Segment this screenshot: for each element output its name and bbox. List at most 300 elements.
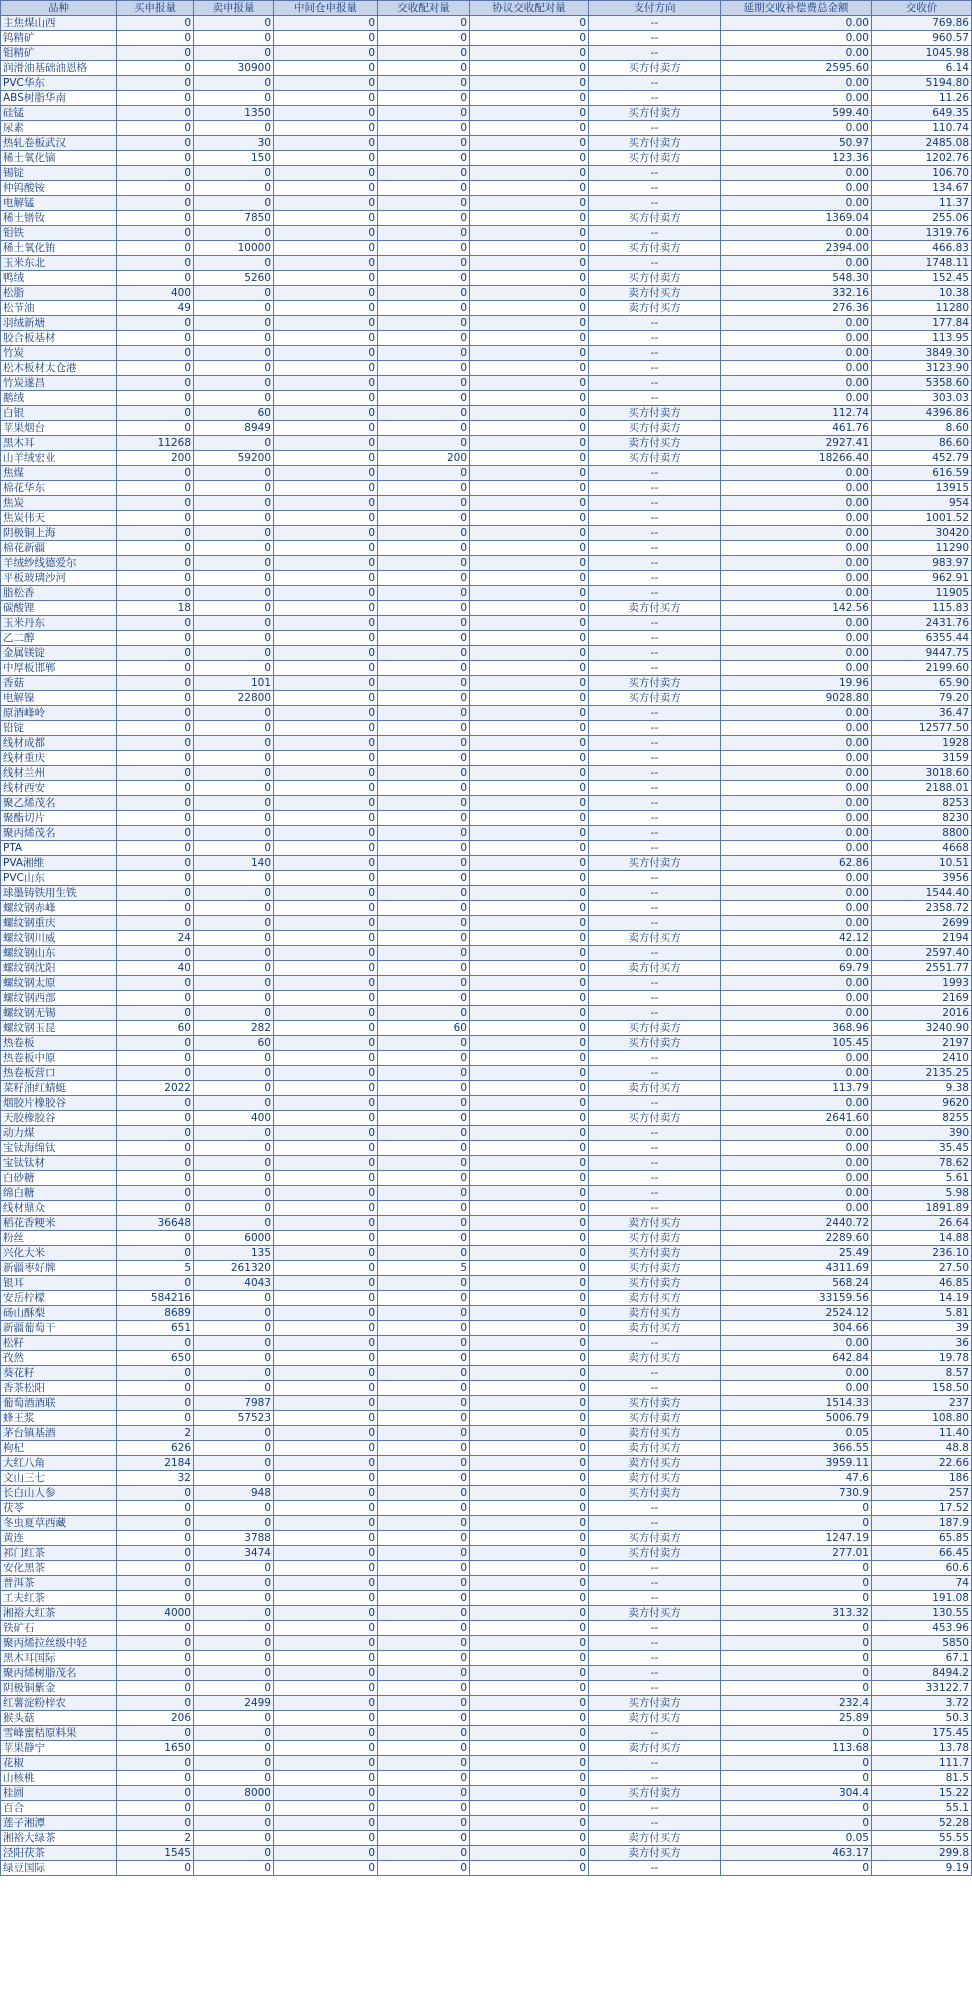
- mid-warehouse-qty-cell: 0: [274, 586, 378, 601]
- settlement-price-cell: 960.57: [872, 31, 972, 46]
- col-sell-qty-header: 卖申报量: [194, 1, 274, 16]
- table-row: [1, 976, 972, 991]
- settlement-price-cell: 65.85: [872, 1531, 972, 1546]
- buy-qty-cell: 0: [117, 736, 194, 751]
- sell-qty-cell: 0: [194, 1096, 274, 1111]
- deferral-fee-cell: 0.00: [721, 571, 872, 586]
- deferral-fee-cell: 19.96: [721, 676, 872, 691]
- matched-qty-cell: 0: [378, 1576, 470, 1591]
- variety-cell: 松脂: [1, 286, 117, 301]
- matched-qty-cell: 0: [378, 601, 470, 616]
- buy-qty-cell: 0: [117, 1066, 194, 1081]
- agreement-matched-qty-cell: 0: [470, 1696, 589, 1711]
- variety-cell: 螺纹钢西部: [1, 991, 117, 1006]
- mid-warehouse-qty-cell: 0: [274, 1561, 378, 1576]
- deferral-fee-cell: 232.4: [721, 1696, 872, 1711]
- variety-cell: PVC山东: [1, 871, 117, 886]
- variety-cell: 长白山人参: [1, 1486, 117, 1501]
- sell-qty-cell: 30900: [194, 61, 274, 76]
- variety-cell: 稀土镨钕: [1, 211, 117, 226]
- matched-qty-cell: 0: [378, 421, 470, 436]
- settlement-price-cell: 113.95: [872, 331, 972, 346]
- deferral-fee-cell: 113.79: [721, 1081, 872, 1096]
- variety-cell: 黄连: [1, 1531, 117, 1546]
- payment-direction-cell: --: [589, 586, 721, 601]
- deferral-fee-cell: 0.00: [721, 631, 872, 646]
- payment-direction-cell: --: [589, 511, 721, 526]
- buy-qty-cell: 0: [117, 1096, 194, 1111]
- sell-qty-cell: 135: [194, 1246, 274, 1261]
- sell-qty-cell: 0: [194, 436, 274, 451]
- sell-qty-cell: 30: [194, 136, 274, 151]
- mid-warehouse-qty-cell: 0: [274, 691, 378, 706]
- sell-qty-cell: 0: [194, 946, 274, 961]
- agreement-matched-qty-cell: 0: [470, 781, 589, 796]
- matched-qty-cell: 0: [378, 931, 470, 946]
- variety-cell: 天胶橡胶谷: [1, 1111, 117, 1126]
- matched-qty-cell: 0: [378, 1471, 470, 1486]
- buy-qty-cell: 626: [117, 1441, 194, 1456]
- matched-qty-cell: 0: [378, 1546, 470, 1561]
- mid-warehouse-qty-cell: 0: [274, 436, 378, 451]
- variety-cell: 尿素: [1, 121, 117, 136]
- table-row: [1, 1396, 972, 1411]
- mid-warehouse-qty-cell: 0: [274, 496, 378, 511]
- mid-warehouse-qty-cell: 0: [274, 1666, 378, 1681]
- settlement-price-cell: 55.1: [872, 1801, 972, 1816]
- sell-qty-cell: 0: [194, 511, 274, 526]
- table-row: [1, 511, 972, 526]
- deferral-fee-cell: 18266.40: [721, 451, 872, 466]
- sell-qty-cell: 0: [194, 1651, 274, 1666]
- deferral-fee-cell: 0.00: [721, 31, 872, 46]
- deferral-fee-cell: 0: [721, 1621, 872, 1636]
- buy-qty-cell: 0: [117, 1861, 194, 1876]
- payment-direction-cell: --: [589, 706, 721, 721]
- payment-direction-cell: 卖方付买方: [589, 1456, 721, 1471]
- buy-qty-cell: 0: [117, 676, 194, 691]
- payment-direction-cell: 买方付卖方: [589, 211, 721, 226]
- payment-direction-cell: --: [589, 256, 721, 271]
- deferral-fee-cell: 0.00: [721, 526, 872, 541]
- variety-cell: 螺纹钢无锡: [1, 1006, 117, 1021]
- mid-warehouse-qty-cell: 0: [274, 811, 378, 826]
- agreement-matched-qty-cell: 0: [470, 256, 589, 271]
- settlement-price-cell: 255.06: [872, 211, 972, 226]
- sell-qty-cell: 6000: [194, 1231, 274, 1246]
- settlement-price-cell: 4668: [872, 841, 972, 856]
- table-row: [1, 1486, 972, 1501]
- payment-direction-cell: 卖方付买方: [589, 301, 721, 316]
- buy-qty-cell: 651: [117, 1321, 194, 1336]
- mid-warehouse-qty-cell: 0: [274, 1636, 378, 1651]
- sell-qty-cell: 0: [194, 1186, 274, 1201]
- agreement-matched-qty-cell: 0: [470, 541, 589, 556]
- settlement-price-cell: 79.20: [872, 691, 972, 706]
- buy-qty-cell: 0: [117, 646, 194, 661]
- deferral-fee-cell: 0.00: [721, 1381, 872, 1396]
- table-row: [1, 1711, 972, 1726]
- deferral-fee-cell: 0.00: [721, 751, 872, 766]
- settlement-price-cell: 19.78: [872, 1351, 972, 1366]
- payment-direction-cell: 卖方付买方: [589, 931, 721, 946]
- mid-warehouse-qty-cell: 0: [274, 1711, 378, 1726]
- variety-cell: 雪峰蜜桔原料果: [1, 1726, 117, 1741]
- deferral-fee-cell: 2394.00: [721, 241, 872, 256]
- mid-warehouse-qty-cell: 0: [274, 391, 378, 406]
- matched-qty-cell: 0: [378, 1426, 470, 1441]
- buy-qty-cell: 0: [117, 316, 194, 331]
- variety-cell: 竹炭遂昌: [1, 376, 117, 391]
- sell-qty-cell: 0: [194, 556, 274, 571]
- variety-cell: 脂松香: [1, 586, 117, 601]
- matched-qty-cell: 0: [378, 1786, 470, 1801]
- sell-qty-cell: 101: [194, 676, 274, 691]
- sell-qty-cell: 0: [194, 571, 274, 586]
- payment-direction-cell: --: [589, 1186, 721, 1201]
- payment-direction-cell: 卖方付买方: [589, 601, 721, 616]
- settlement-price-cell: 1001.52: [872, 511, 972, 526]
- payment-direction-cell: 买方付卖方: [589, 1396, 721, 1411]
- payment-direction-cell: 买方付卖方: [589, 241, 721, 256]
- mid-warehouse-qty-cell: 0: [274, 1321, 378, 1336]
- settlement-price-cell: 3.72: [872, 1696, 972, 1711]
- payment-direction-cell: --: [589, 811, 721, 826]
- table-row: [1, 16, 972, 31]
- settlement-price-cell: 5.61: [872, 1171, 972, 1186]
- matched-qty-cell: 0: [378, 301, 470, 316]
- buy-qty-cell: 0: [117, 91, 194, 106]
- table-row: [1, 181, 972, 196]
- matched-qty-cell: 0: [378, 1396, 470, 1411]
- settlement-price-cell: 3956: [872, 871, 972, 886]
- buy-qty-cell: 32: [117, 1471, 194, 1486]
- agreement-matched-qty-cell: 0: [470, 1531, 589, 1546]
- matched-qty-cell: 0: [378, 1411, 470, 1426]
- buy-qty-cell: 0: [117, 586, 194, 601]
- deferral-fee-cell: 69.79: [721, 961, 872, 976]
- agreement-matched-qty-cell: 0: [470, 721, 589, 736]
- agreement-matched-qty-cell: 0: [470, 1561, 589, 1576]
- table-row: [1, 346, 972, 361]
- sell-qty-cell: 0: [194, 1156, 274, 1171]
- table-row: [1, 1096, 972, 1111]
- table-row: [1, 1456, 972, 1471]
- variety-cell: 润滑油基础油恩格: [1, 61, 117, 76]
- deferral-fee-cell: 277.01: [721, 1546, 872, 1561]
- buy-qty-cell: 0: [117, 1141, 194, 1156]
- mid-warehouse-qty-cell: 0: [274, 571, 378, 586]
- buy-qty-cell: 40: [117, 961, 194, 976]
- mid-warehouse-qty-cell: 0: [274, 946, 378, 961]
- variety-cell: 钼铁: [1, 226, 117, 241]
- payment-direction-cell: --: [589, 541, 721, 556]
- sell-qty-cell: 0: [194, 1861, 274, 1876]
- table-row: [1, 256, 972, 271]
- mid-warehouse-qty-cell: 0: [274, 661, 378, 676]
- matched-qty-cell: 0: [378, 631, 470, 646]
- payment-direction-cell: --: [589, 1381, 721, 1396]
- settlement-price-cell: 55.55: [872, 1831, 972, 1846]
- payment-direction-cell: --: [589, 1561, 721, 1576]
- sell-qty-cell: 0: [194, 541, 274, 556]
- table-row: [1, 1786, 972, 1801]
- table-row: [1, 1801, 972, 1816]
- buy-qty-cell: 0: [117, 256, 194, 271]
- buy-qty-cell: 4000: [117, 1606, 194, 1621]
- deferral-fee-cell: 0.00: [721, 556, 872, 571]
- settlement-price-cell: 9.38: [872, 1081, 972, 1096]
- matched-qty-cell: 0: [378, 31, 470, 46]
- col-agreement-matched-qty-header: 协议交收配对量: [470, 1, 589, 16]
- matched-qty-cell: 0: [378, 1036, 470, 1051]
- buy-qty-cell: 0: [117, 1006, 194, 1021]
- buy-qty-cell: 0: [117, 526, 194, 541]
- buy-qty-cell: 0: [117, 721, 194, 736]
- deferral-fee-cell: 50.97: [721, 136, 872, 151]
- buy-qty-cell: 0: [117, 1756, 194, 1771]
- agreement-matched-qty-cell: 0: [470, 421, 589, 436]
- agreement-matched-qty-cell: 0: [470, 1066, 589, 1081]
- mid-warehouse-qty-cell: 0: [274, 1396, 378, 1411]
- agreement-matched-qty-cell: 0: [470, 1336, 589, 1351]
- matched-qty-cell: 0: [378, 316, 470, 331]
- sell-qty-cell: 0: [194, 166, 274, 181]
- matched-qty-cell: 0: [378, 166, 470, 181]
- matched-qty-cell: 0: [378, 91, 470, 106]
- agreement-matched-qty-cell: 0: [470, 1141, 589, 1156]
- mid-warehouse-qty-cell: 0: [274, 781, 378, 796]
- deferral-fee-cell: 123.36: [721, 151, 872, 166]
- variety-cell: 乙二醇: [1, 631, 117, 646]
- table-row: [1, 436, 972, 451]
- matched-qty-cell: 0: [378, 1456, 470, 1471]
- agreement-matched-qty-cell: 0: [470, 361, 589, 376]
- matched-qty-cell: 0: [378, 961, 470, 976]
- settlement-price-cell: 22.66: [872, 1456, 972, 1471]
- variety-cell: 玉米丹东: [1, 616, 117, 631]
- deferral-fee-cell: 730.9: [721, 1486, 872, 1501]
- deferral-fee-cell: 142.56: [721, 601, 872, 616]
- agreement-matched-qty-cell: 0: [470, 481, 589, 496]
- matched-qty-cell: 0: [378, 1726, 470, 1741]
- table-row: [1, 556, 972, 571]
- payment-direction-cell: --: [589, 661, 721, 676]
- matched-qty-cell: 0: [378, 1666, 470, 1681]
- payment-direction-cell: --: [589, 316, 721, 331]
- agreement-matched-qty-cell: 0: [470, 286, 589, 301]
- matched-qty-cell: 0: [378, 826, 470, 841]
- matched-qty-cell: 0: [378, 1441, 470, 1456]
- deferral-fee-cell: 0.00: [721, 346, 872, 361]
- variety-cell: 动力煤: [1, 1126, 117, 1141]
- agreement-matched-qty-cell: 0: [470, 31, 589, 46]
- variety-cell: 大红八角: [1, 1456, 117, 1471]
- buy-qty-cell: 0: [117, 1801, 194, 1816]
- deferral-fee-cell: 0.00: [721, 1141, 872, 1156]
- matched-qty-cell: 0: [378, 1321, 470, 1336]
- deferral-fee-cell: 2641.60: [721, 1111, 872, 1126]
- payment-direction-cell: 买方付卖方: [589, 451, 721, 466]
- payment-direction-cell: --: [589, 751, 721, 766]
- buy-qty-cell: 0: [117, 946, 194, 961]
- buy-qty-cell: 0: [117, 766, 194, 781]
- table-row: [1, 691, 972, 706]
- variety-cell: 鸭绒: [1, 271, 117, 286]
- mid-warehouse-qty-cell: 0: [274, 1426, 378, 1441]
- variety-cell: 安岳柠檬: [1, 1291, 117, 1306]
- sell-qty-cell: 0: [194, 391, 274, 406]
- sell-qty-cell: 0: [194, 781, 274, 796]
- variety-cell: 宝钛钛材: [1, 1156, 117, 1171]
- deferral-fee-cell: 0: [721, 1561, 872, 1576]
- table-row: [1, 1606, 972, 1621]
- settlement-price-cell: 299.8: [872, 1846, 972, 1861]
- agreement-matched-qty-cell: 0: [470, 796, 589, 811]
- table-row: [1, 31, 972, 46]
- buy-qty-cell: 0: [117, 1681, 194, 1696]
- matched-qty-cell: 0: [378, 751, 470, 766]
- agreement-matched-qty-cell: 0: [470, 61, 589, 76]
- mid-warehouse-qty-cell: 0: [274, 1816, 378, 1831]
- matched-qty-cell: 0: [378, 991, 470, 1006]
- table-row: [1, 361, 972, 376]
- agreement-matched-qty-cell: 0: [470, 811, 589, 826]
- variety-cell: 金属镁锭: [1, 646, 117, 661]
- variety-cell: 绵白糖: [1, 1186, 117, 1201]
- mid-warehouse-qty-cell: 0: [274, 361, 378, 376]
- deferral-fee-cell: 0.00: [721, 91, 872, 106]
- agreement-matched-qty-cell: 0: [470, 271, 589, 286]
- deferral-fee-cell: 0.00: [721, 1126, 872, 1141]
- agreement-matched-qty-cell: 0: [470, 301, 589, 316]
- variety-cell: 黑木耳国际: [1, 1651, 117, 1666]
- mid-warehouse-qty-cell: 0: [274, 46, 378, 61]
- agreement-matched-qty-cell: 0: [470, 1411, 589, 1426]
- sell-qty-cell: 0: [194, 376, 274, 391]
- matched-qty-cell: 0: [378, 106, 470, 121]
- sell-qty-cell: 0: [194, 1006, 274, 1021]
- settlement-price-cell: 48.8: [872, 1441, 972, 1456]
- sell-qty-cell: 0: [194, 1426, 274, 1441]
- payment-direction-cell: 卖方付买方: [589, 1291, 721, 1306]
- settlement-price-cell: 5850: [872, 1636, 972, 1651]
- sell-qty-cell: 0: [194, 1816, 274, 1831]
- mid-warehouse-qty-cell: 0: [274, 1201, 378, 1216]
- settlement-price-cell: 175.45: [872, 1726, 972, 1741]
- mid-warehouse-qty-cell: 0: [274, 1186, 378, 1201]
- buy-qty-cell: 0: [117, 856, 194, 871]
- variety-cell: PVC华东: [1, 76, 117, 91]
- deferral-fee-cell: 0.00: [721, 511, 872, 526]
- matched-qty-cell: 0: [378, 226, 470, 241]
- deferral-fee-cell: 0.00: [721, 721, 872, 736]
- deferral-fee-cell: 0.00: [721, 466, 872, 481]
- payment-direction-cell: --: [589, 796, 721, 811]
- sell-qty-cell: 0: [194, 1681, 274, 1696]
- table-row: [1, 991, 972, 1006]
- agreement-matched-qty-cell: 0: [470, 406, 589, 421]
- variety-cell: 鹅绒: [1, 391, 117, 406]
- settlement-price-cell: 8230: [872, 811, 972, 826]
- agreement-matched-qty-cell: 0: [470, 181, 589, 196]
- variety-cell: 苹果静宁: [1, 1741, 117, 1756]
- variety-cell: 文山三七: [1, 1471, 117, 1486]
- variety-cell: 棉花华东: [1, 481, 117, 496]
- mid-warehouse-qty-cell: 0: [274, 16, 378, 31]
- deferral-fee-cell: 0: [721, 1636, 872, 1651]
- agreement-matched-qty-cell: 0: [470, 1231, 589, 1246]
- buy-qty-cell: 0: [117, 1591, 194, 1606]
- table-row: [1, 571, 972, 586]
- settlement-price-cell: 1928: [872, 736, 972, 751]
- matched-qty-cell: 0: [378, 586, 470, 601]
- payment-direction-cell: --: [589, 736, 721, 751]
- buy-qty-cell: 0: [117, 751, 194, 766]
- sell-qty-cell: 0: [194, 301, 274, 316]
- matched-qty-cell: 0: [378, 1831, 470, 1846]
- buy-qty-cell: 0: [117, 1546, 194, 1561]
- mid-warehouse-qty-cell: 0: [274, 616, 378, 631]
- payment-direction-cell: 买方付卖方: [589, 1486, 721, 1501]
- matched-qty-cell: 0: [378, 361, 470, 376]
- sell-qty-cell: 0: [194, 331, 274, 346]
- variety-cell: 山核桃: [1, 1771, 117, 1786]
- table-row: [1, 1576, 972, 1591]
- mid-warehouse-qty-cell: 0: [274, 1771, 378, 1786]
- sell-qty-cell: 0: [194, 1726, 274, 1741]
- mid-warehouse-qty-cell: 0: [274, 1246, 378, 1261]
- agreement-matched-qty-cell: 0: [470, 1381, 589, 1396]
- agreement-matched-qty-cell: 0: [470, 1786, 589, 1801]
- buy-qty-cell: 0: [117, 1816, 194, 1831]
- payment-direction-cell: 卖方付买方: [589, 1711, 721, 1726]
- sell-qty-cell: 0: [194, 1201, 274, 1216]
- sell-qty-cell: 0: [194, 916, 274, 931]
- buy-qty-cell: 2: [117, 1831, 194, 1846]
- sell-qty-cell: 0: [194, 1771, 274, 1786]
- payment-direction-cell: --: [589, 181, 721, 196]
- buy-qty-cell: 11268: [117, 436, 194, 451]
- table-body: [1, 16, 972, 1876]
- variety-cell: 锡锭: [1, 166, 117, 181]
- settlement-price-cell: 14.19: [872, 1291, 972, 1306]
- table-row: [1, 796, 972, 811]
- matched-qty-cell: 0: [378, 1561, 470, 1576]
- buy-qty-cell: 0: [117, 706, 194, 721]
- agreement-matched-qty-cell: 0: [470, 766, 589, 781]
- buy-qty-cell: 0: [117, 1516, 194, 1531]
- table-row: [1, 871, 972, 886]
- table-row: [1, 451, 972, 466]
- payment-direction-cell: --: [589, 1756, 721, 1771]
- matched-qty-cell: 0: [378, 391, 470, 406]
- buy-qty-cell: 0: [117, 631, 194, 646]
- variety-cell: 兴化大米: [1, 1246, 117, 1261]
- agreement-matched-qty-cell: 0: [470, 1771, 589, 1786]
- buy-qty-cell: 0: [117, 661, 194, 676]
- settlement-price-cell: 452.79: [872, 451, 972, 466]
- mid-warehouse-qty-cell: 0: [274, 1051, 378, 1066]
- matched-qty-cell: 0: [378, 1741, 470, 1756]
- deferral-fee-cell: 0.00: [721, 226, 872, 241]
- table-row: [1, 1591, 972, 1606]
- payment-direction-cell: 买方付卖方: [589, 1531, 721, 1546]
- table-row: [1, 1291, 972, 1306]
- payment-direction-cell: --: [589, 916, 721, 931]
- deferral-fee-cell: 313.32: [721, 1606, 872, 1621]
- variety-cell: 银耳: [1, 1276, 117, 1291]
